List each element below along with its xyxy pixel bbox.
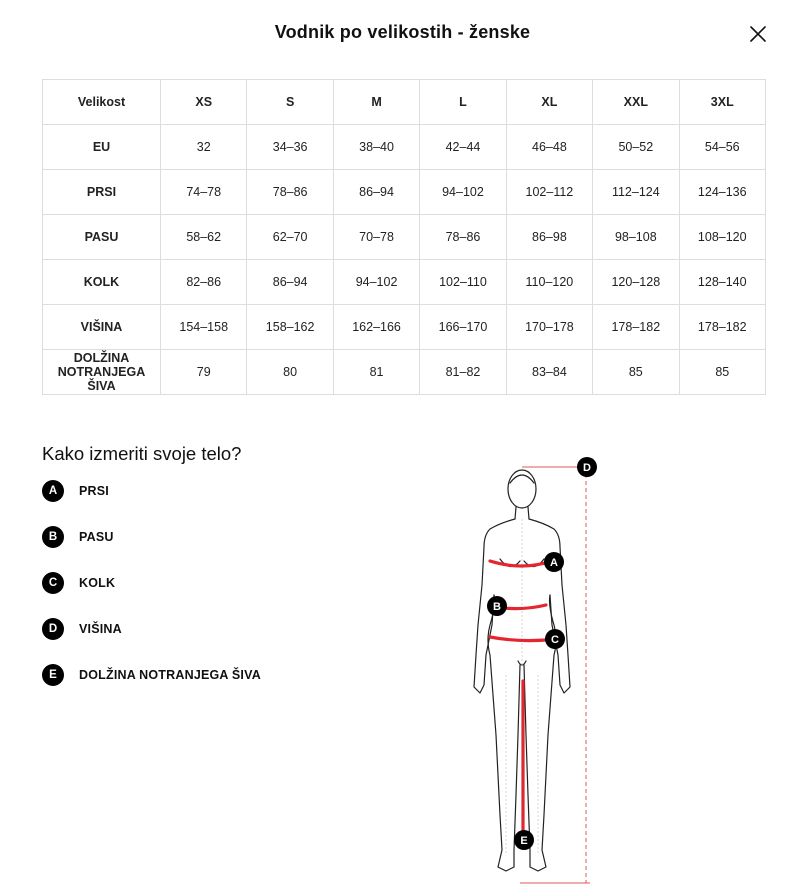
legend-badge: E [42, 664, 64, 686]
table-cell: 110–120 [506, 260, 592, 305]
table-row [43, 125, 766, 170]
table-cell: 94–102 [420, 170, 506, 215]
table-row [43, 350, 766, 395]
table-cell: 112–124 [593, 170, 679, 215]
table-row-label: PRSI [43, 170, 161, 215]
table-cell: 94–102 [333, 260, 419, 305]
legend-badge: A [42, 480, 64, 502]
how-to-measure-title: Kako izmeriti svoje telo? [42, 443, 242, 464]
table-cell: 128–140 [679, 260, 765, 305]
table-cell: 120–128 [593, 260, 679, 305]
table-cell: 38–40 [333, 125, 419, 170]
table-cell: 102–110 [420, 260, 506, 305]
table-row-label: PASU [43, 215, 161, 260]
svg-text:A: A [550, 557, 558, 569]
table-cell: 162–166 [333, 305, 419, 350]
table-cell: 154–158 [161, 305, 247, 350]
table-row-label: EU [43, 125, 161, 170]
table-cell: 86–94 [247, 260, 333, 305]
legend-label: KOLK [79, 576, 116, 590]
legend-item [42, 527, 261, 547]
table-cell: 178–182 [593, 305, 679, 350]
table-cell: 78–86 [420, 215, 506, 260]
legend-item [42, 573, 261, 593]
table-cell: 80 [247, 350, 333, 395]
legend-item [42, 665, 261, 685]
table-header-cell: M [333, 80, 419, 125]
svg-text:C: C [551, 634, 559, 646]
table-cell: 62–70 [247, 215, 333, 260]
table-cell: 70–78 [333, 215, 419, 260]
table-cell: 54–56 [679, 125, 765, 170]
legend-badge: B [42, 526, 64, 548]
table-header-cell: L [420, 80, 506, 125]
table-cell: 108–120 [679, 215, 765, 260]
table-cell: 83–84 [506, 350, 592, 395]
table-header-cell: S [247, 80, 333, 125]
svg-text:E: E [520, 835, 528, 847]
marker-b-badge [487, 596, 507, 616]
table-cell: 98–108 [593, 215, 679, 260]
table-header-size: Velikost [43, 80, 161, 125]
table-cell: 32 [161, 125, 247, 170]
table-cell: 42–44 [420, 125, 506, 170]
legend-item [42, 619, 261, 639]
table-cell: 78–86 [247, 170, 333, 215]
table-header-cell: 3XL [679, 80, 765, 125]
table-header-cell: XS [161, 80, 247, 125]
legend-label: DOLŽINA NOTRANJEGA ŠIVA [79, 668, 261, 682]
legend-item [42, 481, 261, 501]
legend-label: VIŠINA [79, 622, 122, 636]
table-cell: 81–82 [420, 350, 506, 395]
table-row-label: VIŠINA [43, 305, 161, 350]
table-cell: 81 [333, 350, 419, 395]
body-figure [460, 455, 610, 888]
chest-measure-line [490, 561, 552, 566]
marker-d-badge [577, 457, 597, 477]
svg-text:D: D [583, 462, 591, 474]
table-cell: 46–48 [506, 125, 592, 170]
table-cell: 34–36 [247, 125, 333, 170]
close-button[interactable] [748, 24, 768, 44]
close-icon [748, 24, 768, 44]
table-cell: 82–86 [161, 260, 247, 305]
table-header-row [43, 80, 766, 125]
table-cell: 124–136 [679, 170, 765, 215]
table-cell: 74–78 [161, 170, 247, 215]
marker-c-badge [545, 629, 565, 649]
legend-badge: C [42, 572, 64, 594]
table-cell: 158–162 [247, 305, 333, 350]
table-cell: 79 [161, 350, 247, 395]
table-cell: 86–94 [333, 170, 419, 215]
marker-e-badge [514, 830, 534, 850]
table-cell: 85 [679, 350, 765, 395]
table-cell: 102–112 [506, 170, 592, 215]
size-table [42, 79, 766, 395]
female-body-outline-icon [460, 455, 610, 888]
table-cell: 178–182 [679, 305, 765, 350]
table-cell: 50–52 [593, 125, 679, 170]
legend-badge: D [42, 618, 64, 640]
marker-a-badge [544, 552, 564, 572]
table-row-label: KOLK [43, 260, 161, 305]
table-row [43, 170, 766, 215]
table-row [43, 305, 766, 350]
legend-label: PASU [79, 530, 114, 544]
table-header-cell: XXL [593, 80, 679, 125]
modal-title: Vodnik po velikostih - ženske [274, 22, 531, 42]
table-cell: 166–170 [420, 305, 506, 350]
table-cell: 86–98 [506, 215, 592, 260]
table-row [43, 215, 766, 260]
table-cell: 85 [593, 350, 679, 395]
table-row [43, 260, 766, 305]
table-cell: 170–178 [506, 305, 592, 350]
table-header-cell: XL [506, 80, 592, 125]
measure-legend [42, 481, 261, 711]
table-cell: 58–62 [161, 215, 247, 260]
svg-text:B: B [493, 601, 501, 613]
table-row-label: DOLŽINA NOTRANJEGA ŠIVA [43, 350, 161, 395]
legend-label: PRSI [79, 484, 109, 498]
